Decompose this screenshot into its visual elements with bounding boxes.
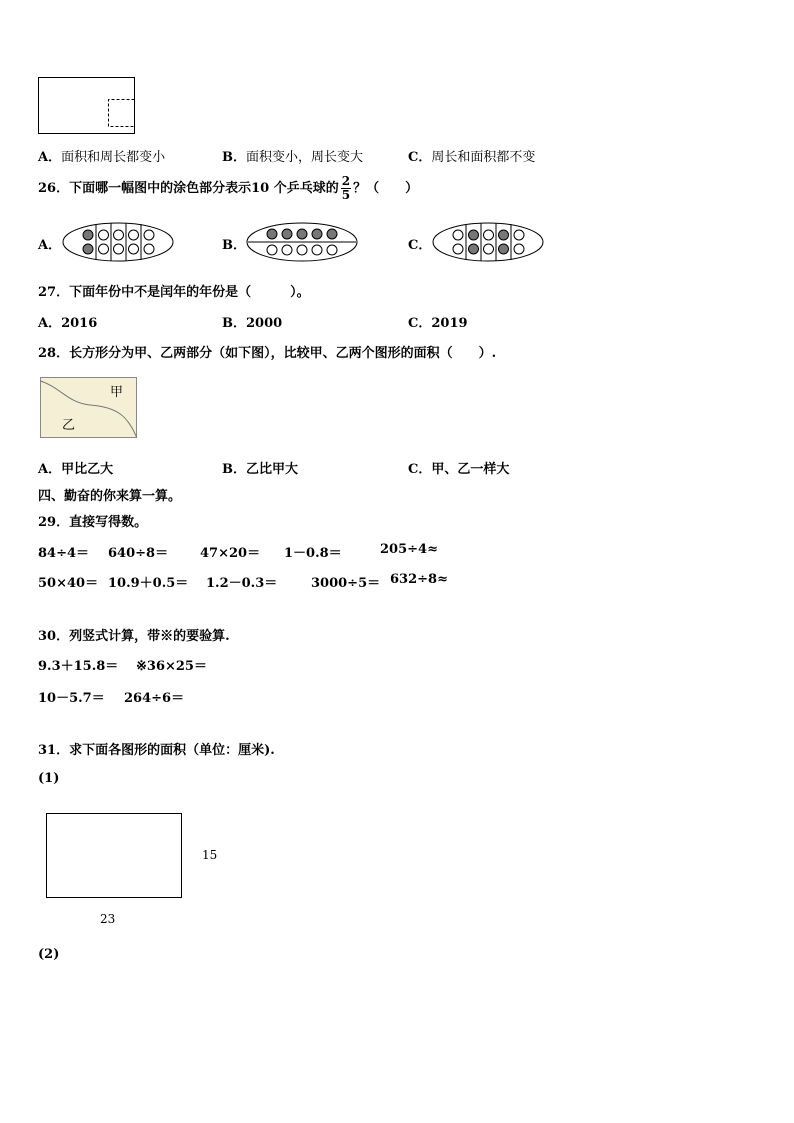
option-text: 乙比甲大 [246, 462, 299, 477]
question-number: 29． [38, 515, 70, 530]
q30-item: 9.3＋15.8＝ [38, 659, 119, 674]
option-text: 甲比乙大 [61, 462, 114, 477]
q30-item: 10－5.7＝ [38, 691, 105, 706]
option-letter: A． [38, 462, 62, 477]
q31-part2-label: (2) [38, 947, 60, 962]
option-letter: B． [222, 150, 246, 165]
question-number: 31． [38, 743, 70, 758]
q26-option-b-letter: B． [222, 238, 246, 253]
q31-part1-label: (1) [38, 771, 60, 786]
q31-rectangle [46, 813, 183, 899]
option-text: 2000 [246, 316, 283, 331]
q29-item: 47×20＝ [200, 546, 261, 561]
q29-item: 1.2－0.3＝ [206, 576, 278, 591]
option-text: 2016 [61, 316, 98, 331]
q29-item: 205÷4≈ [380, 542, 438, 557]
option-text: 面积变小，周长变大 [246, 150, 364, 165]
q26-option-b-figure [246, 222, 358, 262]
question-number: 30． [38, 629, 70, 644]
label-yi: 乙 [62, 418, 76, 433]
q29-item: 632÷8≈ [390, 572, 448, 587]
question-text: 下面哪一幅图中的涂色部分表示10 个乒乓球的 [69, 181, 339, 196]
option-letter: C． [408, 150, 432, 165]
q27-option-a [38, 312, 97, 331]
fraction [341, 175, 351, 202]
option-text: 面积和周长都变小 [61, 150, 166, 165]
option-letter: A． [38, 316, 62, 331]
question-number: 27． [38, 285, 70, 300]
q25-figure [38, 77, 136, 135]
question-text: 直接写得数。 [69, 515, 148, 530]
q29-question [38, 511, 147, 530]
question-number: 28． [38, 346, 70, 361]
q31-width-label: 23 [100, 912, 116, 926]
q30-item: 264÷6＝ [124, 691, 185, 706]
question-text: 列竖式计算，带※的要验算. [69, 629, 230, 644]
option-letter: B． [222, 462, 246, 477]
q25-option-a [38, 146, 165, 165]
option-text: 周长和面积都不变 [431, 150, 536, 165]
fraction-numerator: 2 [341, 174, 351, 188]
q29-item: 640÷8＝ [108, 546, 169, 561]
q25-option-b [222, 146, 363, 165]
q31-question [38, 739, 275, 758]
question-text: 下面年份中不是闰年的年份是（ ）。 [69, 285, 310, 300]
q30-item: ※36×25＝ [136, 659, 207, 674]
option-text: 2019 [431, 316, 468, 331]
section-title: 四、勤奋的你来算一算。 [38, 489, 182, 504]
q26-option-c-letter: C． [408, 238, 432, 253]
q27-option-b [222, 312, 282, 331]
q29-item: 3000÷5＝ [311, 576, 381, 591]
question-number: 26． [38, 181, 70, 196]
q29-item: 50×40＝ [38, 576, 99, 591]
q28-question [38, 342, 496, 361]
q27-question [38, 281, 310, 300]
q26-option-c-figure [432, 222, 544, 262]
question-text: 长方形分为甲、乙两部分（如下图），比较甲、乙两个图形的面积（ ）. [69, 346, 497, 361]
q29-item: 1－0.8＝ [284, 546, 342, 561]
q31-height-label: 15 [202, 848, 218, 862]
option-letter: B． [222, 316, 246, 331]
question-text-after: ？（ ） [353, 181, 419, 196]
option-letter: C． [408, 316, 432, 331]
fraction-denominator: 5 [341, 188, 351, 202]
q27-option-c [408, 312, 468, 331]
option-text: 甲、乙一样大 [431, 462, 510, 477]
q26-question [38, 174, 418, 204]
q29-item: 84÷4＝ [38, 546, 90, 561]
question-text: 求下面各图形的面积（单位：厘米). [69, 743, 275, 758]
label-jia: 甲 [110, 385, 124, 400]
q25-option-c [408, 146, 535, 165]
option-letter: C． [408, 462, 432, 477]
option-letter: A． [38, 150, 62, 165]
q28-figure [40, 377, 138, 439]
q30-question [38, 625, 230, 644]
q28-option-c [408, 458, 509, 477]
q29-item: 10.9＋0.5＝ [108, 576, 189, 591]
q28-option-b [222, 458, 298, 477]
q26-option-a-figure [62, 222, 174, 262]
q28-option-a [38, 458, 113, 477]
q26-option-a-letter: A． [38, 238, 62, 253]
